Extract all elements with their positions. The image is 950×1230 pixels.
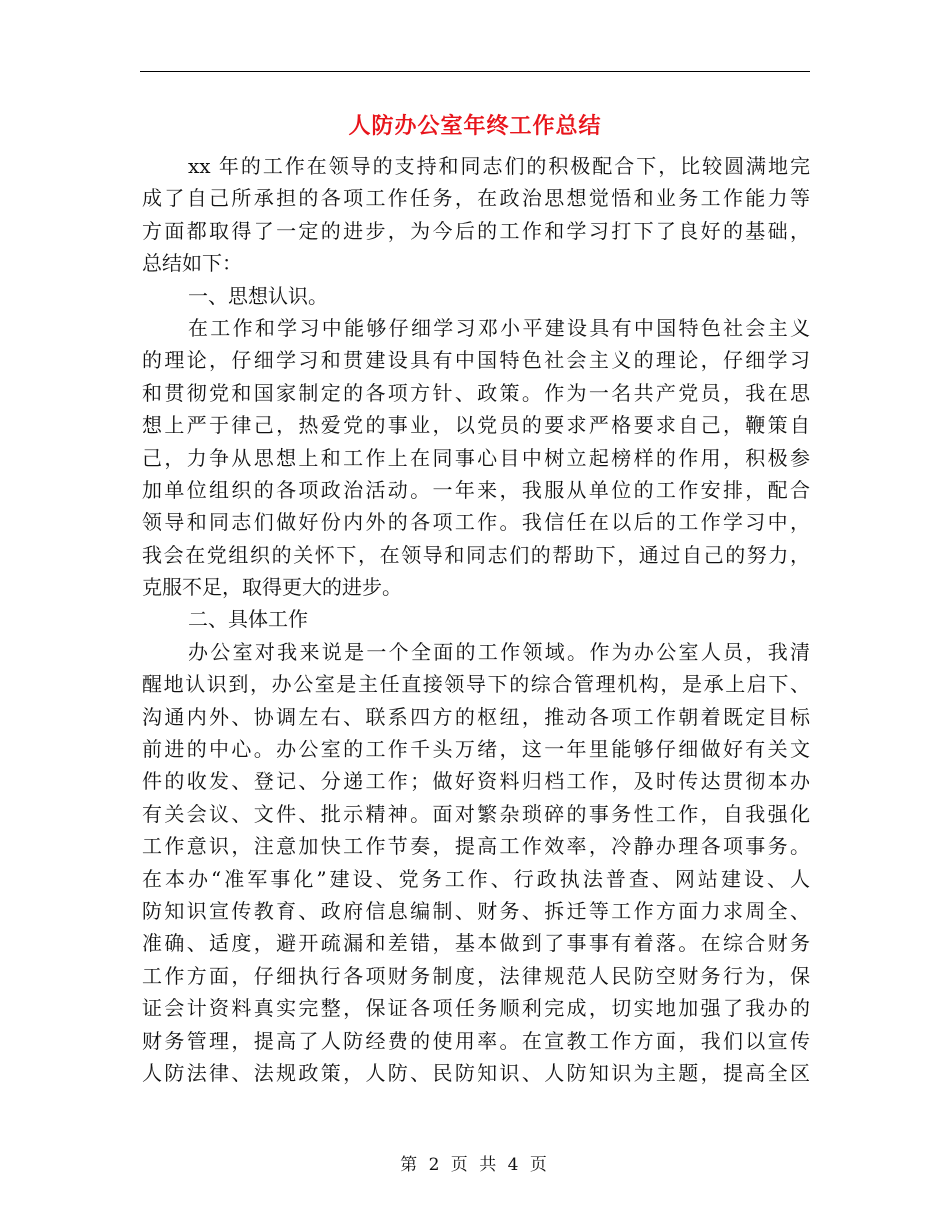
text-line: 二、具体工作	[188, 607, 308, 632]
text-line: 办公室对我来说是一个全面的工作领域。作为办公室人员，我清	[188, 639, 810, 664]
text-line: 有关会议、文件、批示精神。面对繁杂琐碎的事务性工作，自我强化	[142, 801, 810, 826]
text-line: 人防法律、法规政策，人防、民防知识、人防知识为主题，提高全区	[142, 1060, 810, 1085]
text-line: 在工作和学习中能够仔细学习邓小平建设具有中国特色社会主义	[188, 315, 810, 340]
text-line: xx 年的工作在领导的支持和同志们的积极配合下，比较圆满地完	[188, 154, 810, 178]
text-line: 一、思想认识。	[188, 283, 328, 308]
document-body	[142, 150, 810, 1089]
text-line: 在本办“准军事化”建设、党务工作、行政执法普查、网站建设、人	[142, 866, 810, 891]
text-line: 想上严于律己，热爱党的事业，以党员的要求严格要求自己，鞭策自	[142, 413, 810, 438]
text-line: 前进的中心。办公室的工作千头万绪，这一年里能够仔细做好有关文	[142, 737, 810, 762]
text-line: 工作意识，注意加快工作节奏，提高工作效率，冷静办理各项事务。	[142, 834, 810, 859]
header-rule	[140, 71, 810, 72]
text-line: 总结如下：	[142, 251, 242, 276]
text-line: 克服不足，取得更大的进步。	[142, 575, 402, 600]
text-line: 财务管理，提高了人防经费的使用率。在宣教工作方面，我们以宣传	[142, 1028, 810, 1053]
text-line: 我会在党组织的关怀下，在领导和同志们的帮助下，通过自己的努力，	[142, 542, 810, 567]
text-line: 的理论，仔细学习和贯建设具有中国特色社会主义的理论，仔细学习	[142, 348, 810, 373]
text-line: 件的收发、登记、分递工作；做好资料归档工作，及时传达贯彻本办	[142, 769, 810, 794]
text-line: 成了自己所承担的各项工作任务，在政治思想觉悟和业务工作能力等	[142, 186, 810, 211]
text-line: 加单位组织的各项政治活动。一年来，我服从单位的工作安排，配合	[142, 477, 810, 502]
page-number-footer: 第 2 页 共 4 页	[400, 1155, 550, 1175]
text-line: 方面都取得了一定的进步，为今后的工作和学习打下了良好的基础，	[142, 218, 810, 243]
text-line: 醒地认识到，办公室是主任直接领导下的综合管理机构，是承上启下、	[142, 672, 810, 697]
text-line: 工作方面，仔细执行各项财务制度，法律规范人民防空财务行为，保	[142, 963, 810, 988]
text-line: 证会计资料真实完整，保证各项任务顺利完成，切实地加强了我办的	[142, 996, 810, 1021]
text-line: 沟通内外、协调左右、联系四方的枢纽，推动各项工作朝着既定目标	[142, 704, 810, 729]
text-line: 领导和同志们做好份内外的各项工作。我信任在以后的工作学习中，	[142, 510, 810, 535]
text-line: 和贯彻党和国家制定的各项方针、政策。作为一名共产党员，我在思	[142, 380, 810, 405]
document-title: 人防办公室年终工作总结	[348, 113, 602, 139]
text-line: 己，力争从思想上和工作上在同事心目中树立起榜样的作用，积极参	[142, 445, 810, 470]
text-line: 准确、适度，避开疏漏和差错，基本做到了事事有着落。在综合财务	[142, 931, 810, 956]
text-line: 防知识宣传教育、政府信息编制、财务、拆迁等工作方面力求周全、	[142, 898, 810, 923]
